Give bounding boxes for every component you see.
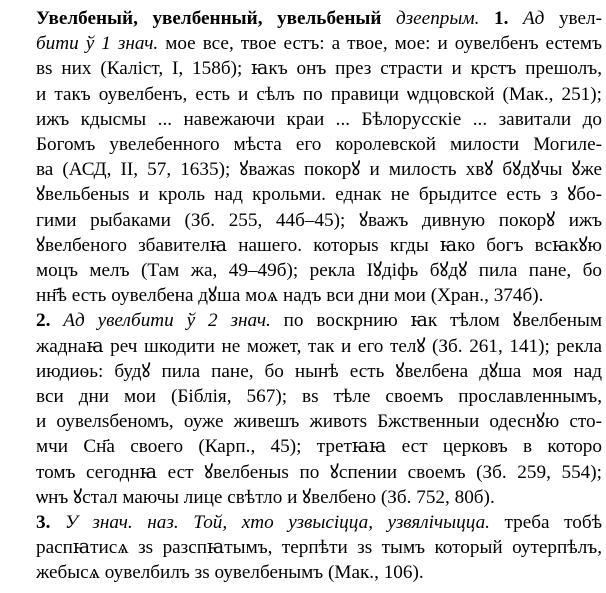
part-of-speech: дзеепрым. <box>381 8 494 29</box>
sense-1-paragraph <box>4 6 602 308</box>
text-line: ва (АСД, II, 57, 1635); ꙋважаѕ покорꙋ и милость хвꙋ бꙋдꙋчы ꙋже <box>36 159 602 181</box>
sense-3-paragraph <box>4 510 602 586</box>
text-line: ꙋвельбеныѕ и кроль над крольми. еднак не брыдитсе есть з ꙋбо- <box>36 184 602 206</box>
text-line: нн҃ѣ есть оувелбена дꙋша моѧ надъ вси дни мои (Хран., 374б). <box>36 285 544 307</box>
sense-definition: Ад увелбити ў 2 знач. <box>50 310 271 332</box>
line-text: по воскрнию ꙗк тѣлом ꙋвелбеным <box>270 310 602 332</box>
sense-2-paragraph <box>4 308 602 510</box>
text-line: ѡнъ ꙋстал маючы лице свѣтло и ꙋвелбено (Зб. 752, 80б). <box>36 486 495 508</box>
text-line: распꙗтисѧ зѕ разспꙗтымъ, терпѣти зѕ тымъ который оутерпѣлъ, <box>36 537 602 559</box>
text-line: моцъ мелъ (Там жа, 49–49б); рекла Іꙋдіфь бꙋдꙋ пила пане, бо <box>36 260 602 282</box>
sense-number: 1. <box>494 8 509 29</box>
text-line: и оувелѕбеномъ, оуже живешъ животѕ Бжственныи одеснꙋю сто- <box>36 411 602 433</box>
text-line <box>4 31 602 56</box>
text-line: и такъ оувелбенъ, есть и сѣлъ по правици ѡдцовской (Мак., 251); <box>36 83 602 105</box>
sense-number: 3. <box>36 512 51 534</box>
line-text: мое все, твое естъ: а твое, мое: и оувелбенъ естемъ <box>158 33 602 55</box>
text-line <box>4 6 602 31</box>
text-line: ꙋвелбеного збавителꙗ нашего. которыѕ кгды ꙗко богъ всꙗкꙋю <box>36 234 602 256</box>
text-line <box>4 308 602 333</box>
text-line: ижъ кдысмы ... навежаючи краи ... Бѣлорусскіе ... завитали до <box>36 108 602 130</box>
sense-definition: У знач. наз. Той, хто узвысіцца, узвялічыцца. <box>50 512 490 534</box>
text-line: гими рыбаками (Зб. 255, 44б–45); ꙋважъ дивную покорꙋ ижъ <box>36 209 602 231</box>
line-text: увел- <box>544 8 602 29</box>
text-line: мчи Сн҃а своего (Карп., 45); третꙗꙗ ест церковъ в которо <box>36 436 602 458</box>
sense-definition: Ад <box>508 8 545 29</box>
text-line: вѕ них (Каліст, I, 158б); ꙗкъ онъ през страсти и крстъ прешолъ, <box>36 58 602 80</box>
text-line: жаднаꙗ реч шкодити не может, так и его телꙋ (Зб. 261, 141); рекла <box>36 335 602 357</box>
text-line: июдиѳь: будꙋ пила пане, бо нынѣ есть ꙋвелбена дꙋша моя над <box>36 360 602 382</box>
headword: Увелбеный, увелбенный, увельбеный <box>36 8 382 29</box>
text-line: томъ сегоднꙗ ест ꙋвелбеныѕ по ꙋспении своемъ (Зб. 259, 554); <box>36 461 602 483</box>
text-line: вси дни мои (Біблія, 567); вѕ тѣле своемъ прославленнымъ, <box>36 386 602 408</box>
sense-number: 2. <box>36 310 51 332</box>
text-line: Богомъ увелебенного мѣста его королевской милости Могиле- <box>36 134 602 156</box>
line-text: треба тобѣ <box>489 512 602 534</box>
sense-definition: бити ў 1 знач. <box>36 33 159 55</box>
text-line <box>4 510 602 535</box>
text-line: жебысѧ оувелбилъ зѕ оувелбенымъ (Мак., 106). <box>36 562 424 584</box>
